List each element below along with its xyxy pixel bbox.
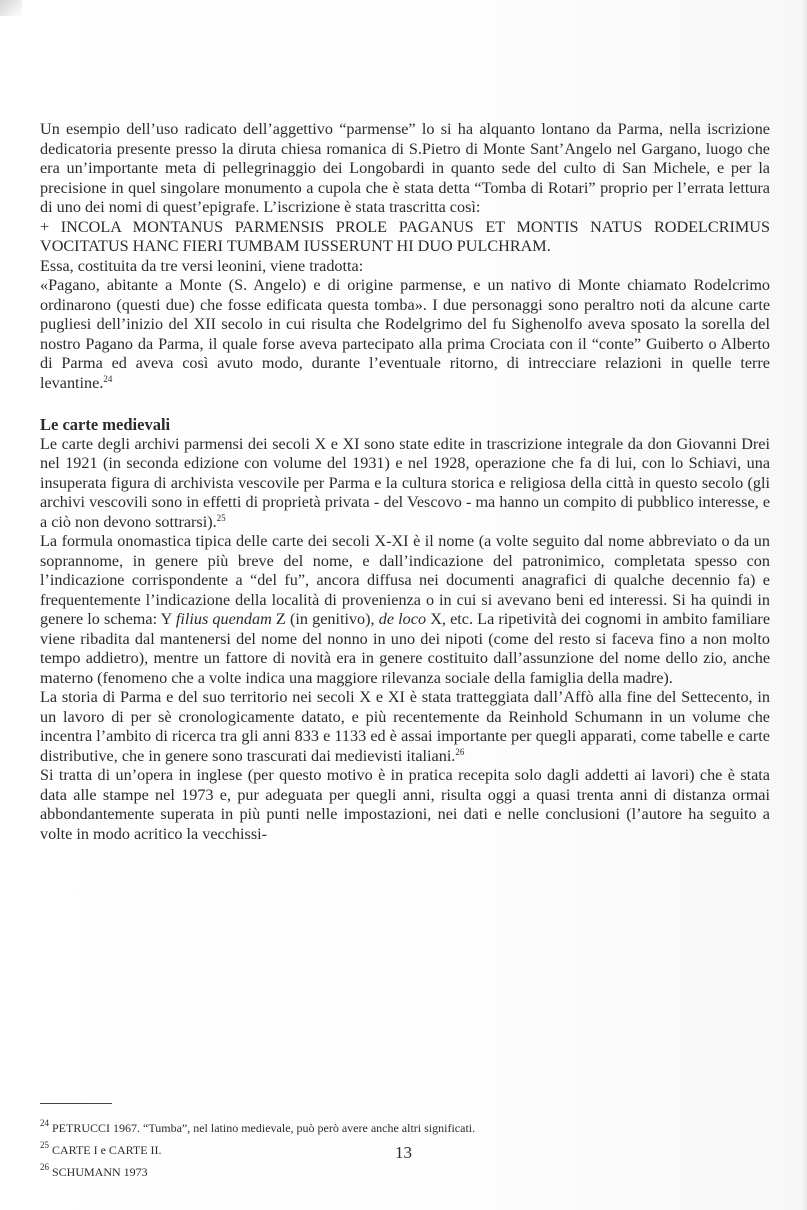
footnote-ref-26[interactable]: 26 (455, 746, 465, 757)
scan-corner-shadow (0, 0, 22, 16)
footnote-26 (40, 1161, 760, 1183)
paragraph-intro: Un esempio dell’uso radicato dell’aggettivo “parmense” lo si ha alquanto lontano da Parma, nella iscrizione dedicatoria presente presso la diruta chiesa romanica di S.Pietro di Monte Sant’Angelo nel Gargano, luogo che era un’importante meta di pellegrinaggio dei Longobardi in quanto sede del culto di San Michele, e per la precisione in quel singolare monumento a cupola che è stata detta “Tomba di Rotari” proprio per l’errata lettura di uno dei nomi di quest’epigrafe. L’iscrizione è stata trascritta così: (40, 120, 770, 216)
onomastic-text-end: X, etc. La ripetività dei cognomi in ambito familiare viene ribadita dal mantenersi del nome del nonno in uno dei nipoti (come del resto si faceva fino a non molto tempo addietro), mentre un fattore di novità era in genere costituito dall’assunzione del nome dello zio, anche materno (fenomeno che a volte indica una maggiore rilevanza sociale della famiglia della madre). (40, 610, 771, 687)
footnote-number: 25 (40, 1140, 49, 1150)
paragraph-history (40, 688, 770, 766)
onomastic-italic-filius: filius quendam (175, 610, 272, 628)
paragraph-carte-archives-text: Le carte degli archivi parmensi dei secoli X e XI sono state edite in trascrizione integrale da don Giovanni Drei nel 1921 (in seconda edizione con volume del 1931) e nel 1928, operazione che fa di lui, con lo Schiavi, una insuperata figura di archivista vescovile per Parma e la cultura storica e religiosa della città in questo secolo (gli archivi vescovili sono in effetti di proprietà privata - del Vescovo - ma hanno un compito di pubblico interesse, e a ciò non devono sottrarsi). (40, 434, 770, 531)
paragraph-inscription: + INCOLA MONTANUS PARMENSIS PROLE PAGANUS ET MONTIS NATUS RODELCRIMUS VOCITATUS HANC FIERI TUMBAM IUSSERUNT HI DUO PULCHRAM. (40, 217, 770, 255)
footnote-text: CARTE I e CARTE II. (49, 1143, 162, 1157)
paragraph-english-work: Si tratta di un’opera in inglese (per questo motivo è in pratica recepita solo dagli addetti ai lavori) che è stata data alle stampe nel 1973 e, pur adeguata per quegli anni, risulta oggi a quasi trenta anni di distanza ormai abbondantemente superata in più punti nelle impostazioni, nei dati e nelle conclusioni (l’autore ha seguito a volte in modo acritico la vecchissi- (40, 766, 770, 843)
main-text (40, 120, 770, 844)
onomastic-text-start: La formula onomastica tipica delle carte dei secoli X-XI è il nome (a volte seguito dal nome abbreviato o da un soprannome, in genere più breve del nome, e dall’indicazione del patronimico, completata spesso con l’indicazione corrispondente a “del fu”, ancora diffusa nei documenti anagrafici di qualche decennio fa) e frequentemente l’indicazione della località di provenienza o in cui si avevano beni ed interessi. Si ha quindi in genere lo schema: Y (40, 532, 770, 628)
paragraph-translation-intro: Essa, costituita da tre versi leonini, viene tradotta: (40, 256, 364, 275)
footnote-text: PETRUCCI 1967. “Tumba”, nel latino medievale, può però avere anche altri significati. (49, 1121, 476, 1135)
paragraph-translation-text: «Pagano, abitante a Monte (S. Angelo) e di origine parmense, e un nativo di Monte chiamato Rodelcrimo ordinarono (questi due) che fosse edificata questa tomba». I due personaggi sono peraltro noti da alcune carte pugliesi dell’inizio del XII secolo in cui risulta che Rodelgrimo del fu Sighenolfo aveva sposato la sorella del nostro Pagano da Parma, il quale forse aveva partecipato alla prima Crociata con il “conte” Guiberto o Alberto di Parma ed aveva così avuto modo, durante l’eventuale ritorno, di intrecciare relazioni in quelle terre levantine. (40, 276, 770, 392)
footnote-number: 24 (40, 1118, 49, 1128)
section-title: Le carte medievali (40, 415, 171, 434)
onomastic-italic-deloco: de loco (378, 610, 427, 628)
footnote-ref-24[interactable]: 24 (103, 373, 113, 384)
page-number: 13 (395, 1143, 412, 1162)
paragraph-history-text: La storia di Parma e del suo territorio nei secoli X e XI è stata tratteggiata dall’Affò alla fine del Settecento, in un lavoro di per sè cronologicamente datato, e più recentemente da Reinhold Schumann in un volume che incentra l’ambito di ricerca tra gli anni 833 e 1133 ed è assai importante per quegli apparati, come tabelle e carte distributive, che in genere sono trascurati dai medievisti italiani. (40, 688, 770, 765)
onomastic-text-mid: Z (in genitivo), (271, 610, 379, 628)
scan-edge-shadow (801, 0, 807, 1210)
footnote-text: SCHUMANN 1973 (49, 1165, 148, 1179)
paragraph-carte-archives (40, 435, 770, 533)
footnote-ref-25[interactable]: 25 (216, 512, 226, 523)
footnote-24 (40, 1117, 760, 1139)
paragraph-onomastic-formula (40, 532, 770, 688)
footnote-divider (40, 1103, 112, 1104)
paragraph-translation (40, 276, 770, 393)
footnote-number: 26 (40, 1162, 49, 1172)
